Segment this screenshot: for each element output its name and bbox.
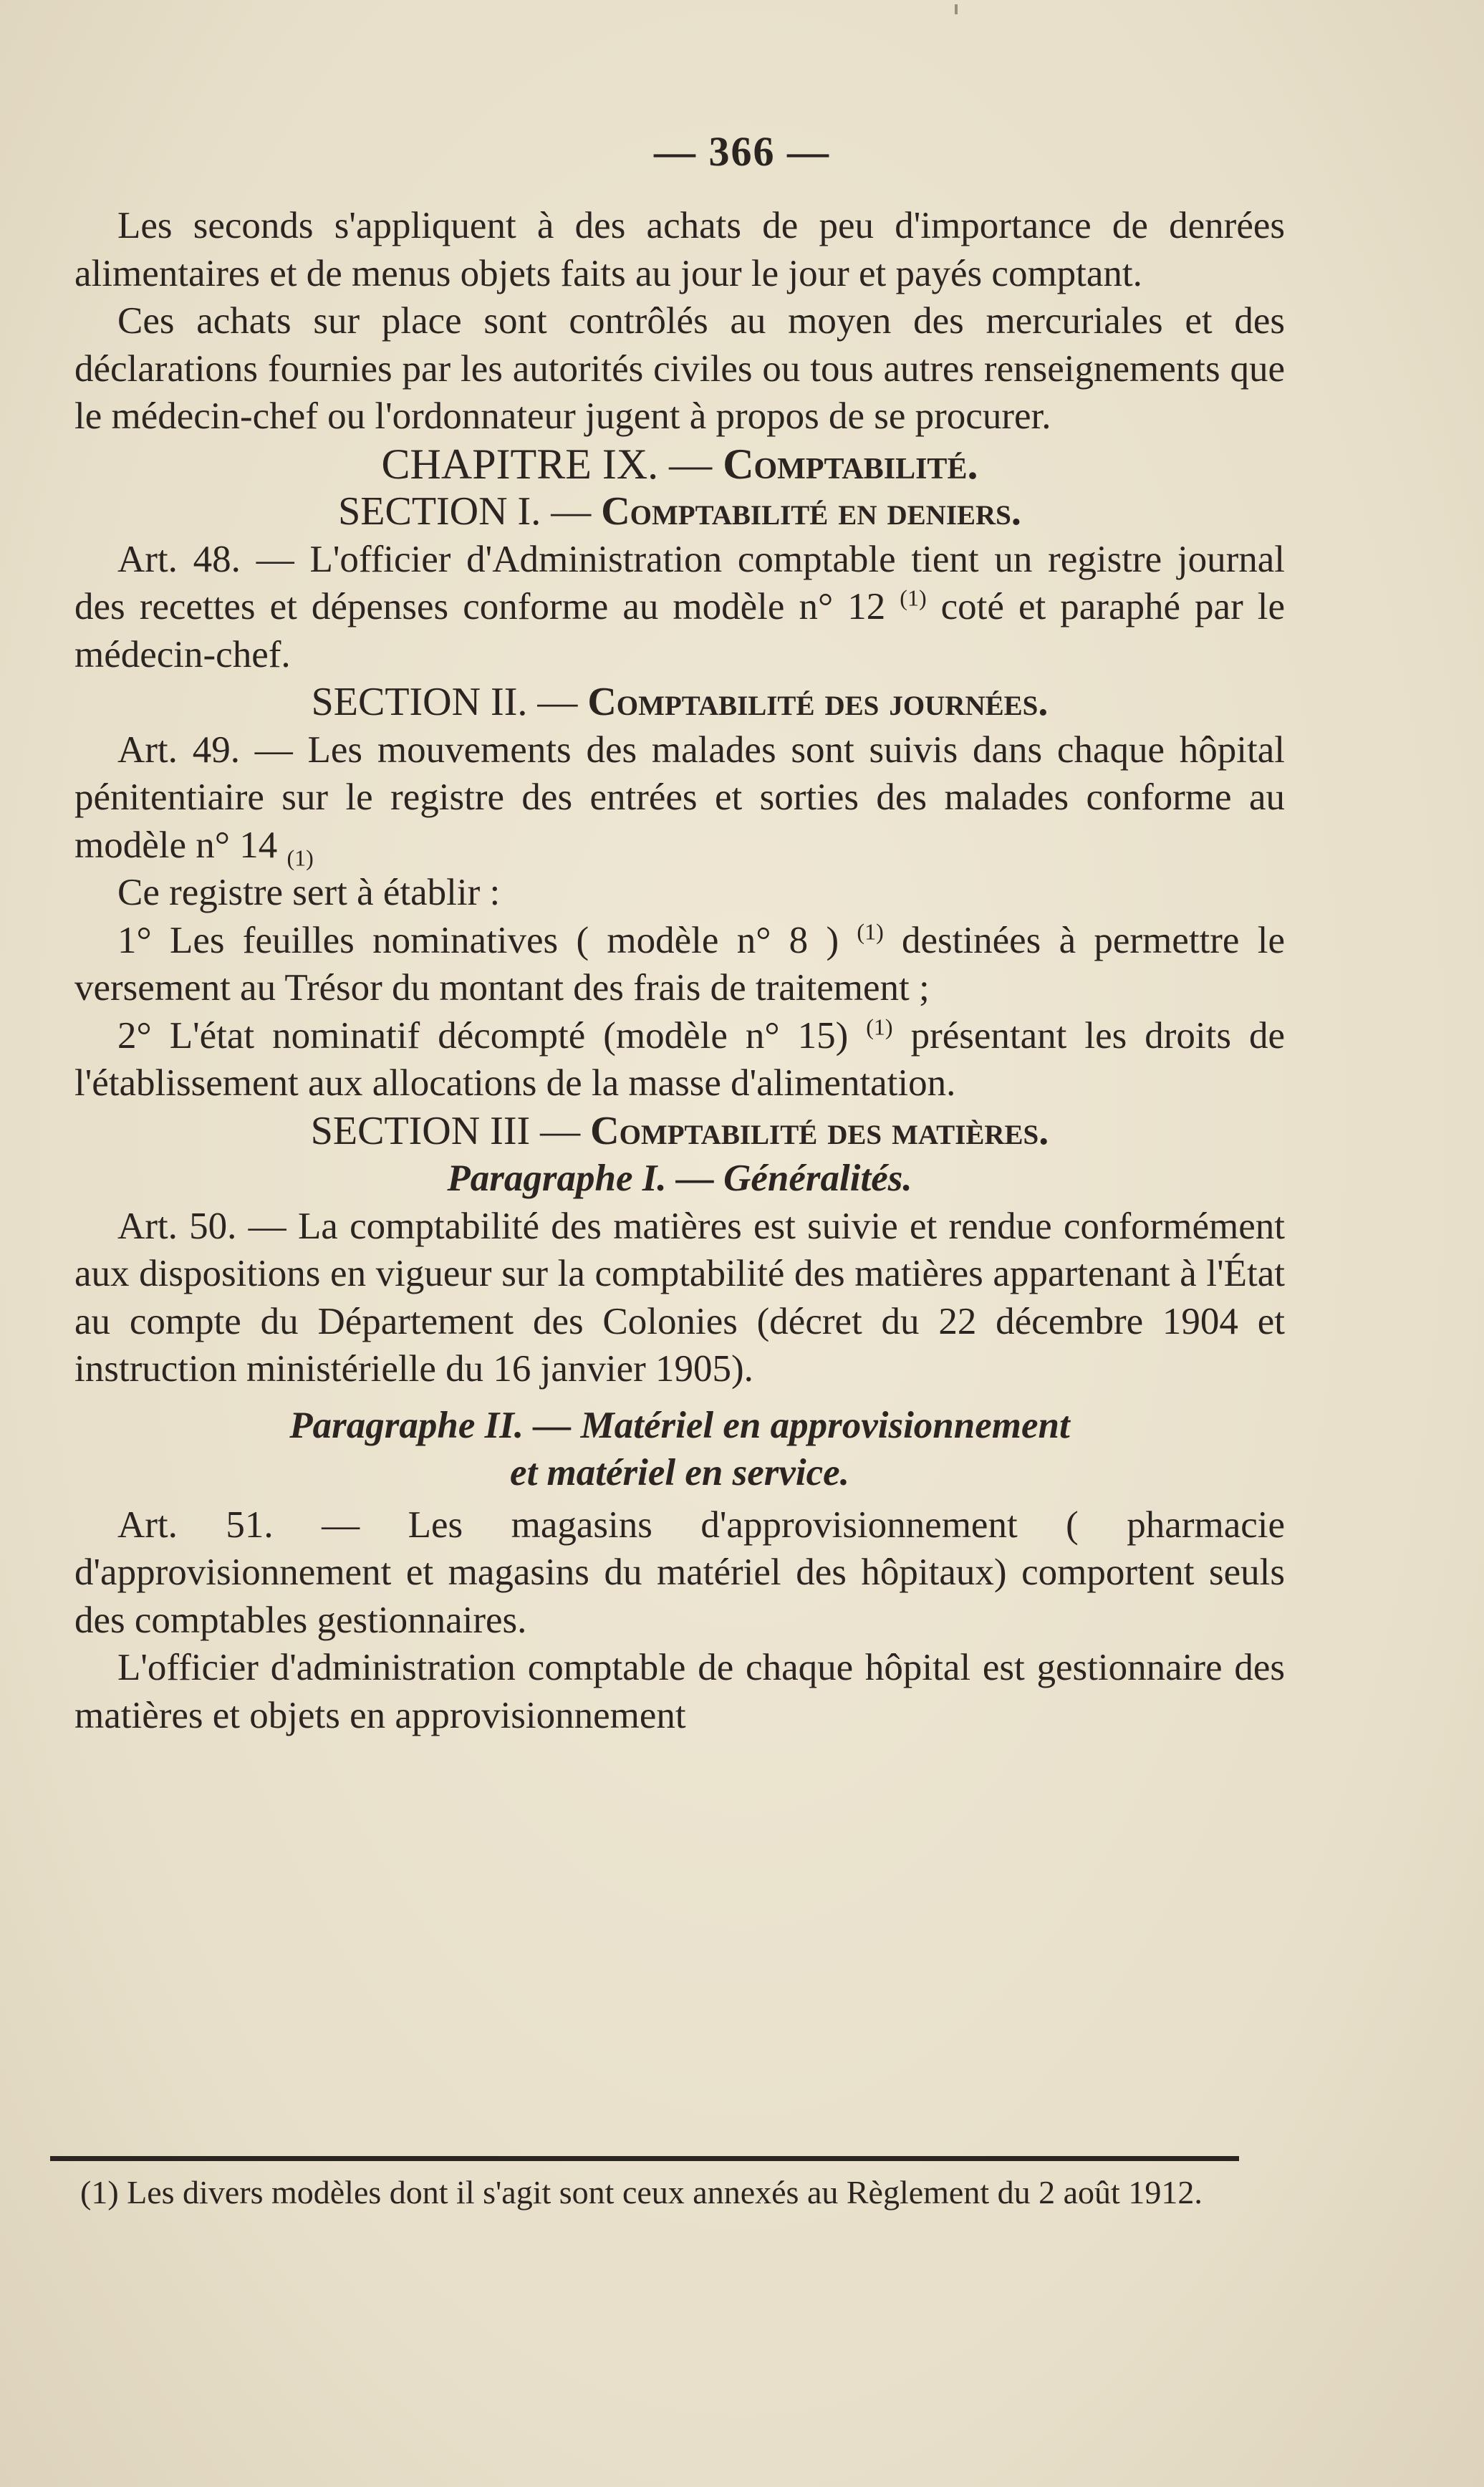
paper-mark	[955, 4, 958, 14]
list-item-text: présentant les droits de l'établissement aux allocations de la masse d'alimentation.	[74, 1014, 1286, 1104]
footnote-ref: (1)	[857, 918, 884, 944]
list-item-text: 2° L'état nominatif décompté (modèle n° 15)	[117, 1014, 849, 1057]
footnote-ref: (1)	[286, 845, 314, 871]
body-text	[74, 202, 1285, 1739]
paragraph-heading: et matériel en service.	[510, 1452, 849, 1493]
paragraph-heading: Paragraphe I. — Généralités.	[447, 1158, 912, 1199]
list-item	[74, 1012, 1285, 1107]
chapter-number: CHAPITRE IX. —	[381, 440, 713, 488]
section-title: Comptabilité des journées.	[587, 680, 1049, 724]
article-text: Art. 48. — L'officier d'Administration comptable tient un registre journal des recettes et dépenses conforme au modèle n° 12	[74, 538, 1285, 627]
footnote: (1) Les divers modèles dont il s'agit sont ceux annexés au Règlement du 2 août 1912.	[80, 2174, 1203, 2211]
article-49	[74, 726, 1285, 870]
paragraph: L'officier d'administration comptable de chaque hôpital est gestionnaire des matières et objets en approvisionnement	[74, 1647, 1285, 1736]
section-number: SECTION I. —	[338, 489, 592, 534]
paragraph-heading: Paragraphe II. — Matériel en approvisionnement	[289, 1404, 1070, 1446]
footnote-rule	[50, 2156, 1239, 2161]
chapter-title: Comptabilité.	[723, 440, 978, 488]
page-number: — 366 —	[654, 128, 830, 175]
article-51: Art. 51. — Les magasins d'approvisionnement ( pharmacie d'approvisionnement et magasins du matériel des hôpitaux) comportent seuls des comptables gestionnaires.	[74, 1504, 1285, 1641]
section-heading	[74, 1107, 1285, 1155]
section-number: SECTION III —	[310, 1108, 581, 1153]
list-item-text: destinées à permettre le versement au Trésor du montant des frais de traitement ;	[74, 919, 1285, 1009]
article-text: Art. 49. — Les mouvements des malades sont suivis dans chaque hôpital pénitentiaire sur le registre des entrées et sorties des malades conforme au modèle n° 14	[74, 728, 1285, 866]
chapter-heading	[74, 441, 1285, 489]
paragraph: Les seconds s'appliquent à des achats de peu d'importance de denrées alimentaires et de menus objets faits au jour le jour et payés comptant.	[74, 205, 1285, 294]
article-50: Art. 50. — La comptabilité des matières est suivie et rendue conformément aux dispositions en vigueur sur la comptabilité des matières appartenant à l'État au compte du Département des Colonies (décret du 22 décembre 1904 et instruction ministérielle du 16 janvier 1905).	[74, 1205, 1285, 1390]
section-title: Comptabilité en deniers.	[601, 489, 1021, 534]
article-text: coté et paraphé par le médecin-chef.	[74, 586, 1286, 675]
article-48	[74, 536, 1285, 679]
list-item-text: 1° Les feuilles nominatives ( modèle n° 8 )	[117, 919, 839, 961]
section-title: Comptabilité des matières.	[590, 1108, 1049, 1153]
paragraph: Ce registre sert à établir :	[117, 872, 501, 913]
section-heading	[74, 488, 1285, 536]
section-number: SECTION II. —	[311, 680, 578, 724]
footnote-ref: (1)	[866, 1013, 893, 1039]
section-heading	[74, 678, 1285, 726]
footnote-ref: (1)	[900, 585, 927, 611]
paragraph: Ces achats sur place sont contrôlés au moyen des mercuriales et des déclarations fournies par les autorités civiles ou tous autres renseignements que le médecin-chef ou l'ordonnateur jugent à propos de se procurer.	[74, 300, 1285, 437]
list-item	[74, 917, 1285, 1012]
